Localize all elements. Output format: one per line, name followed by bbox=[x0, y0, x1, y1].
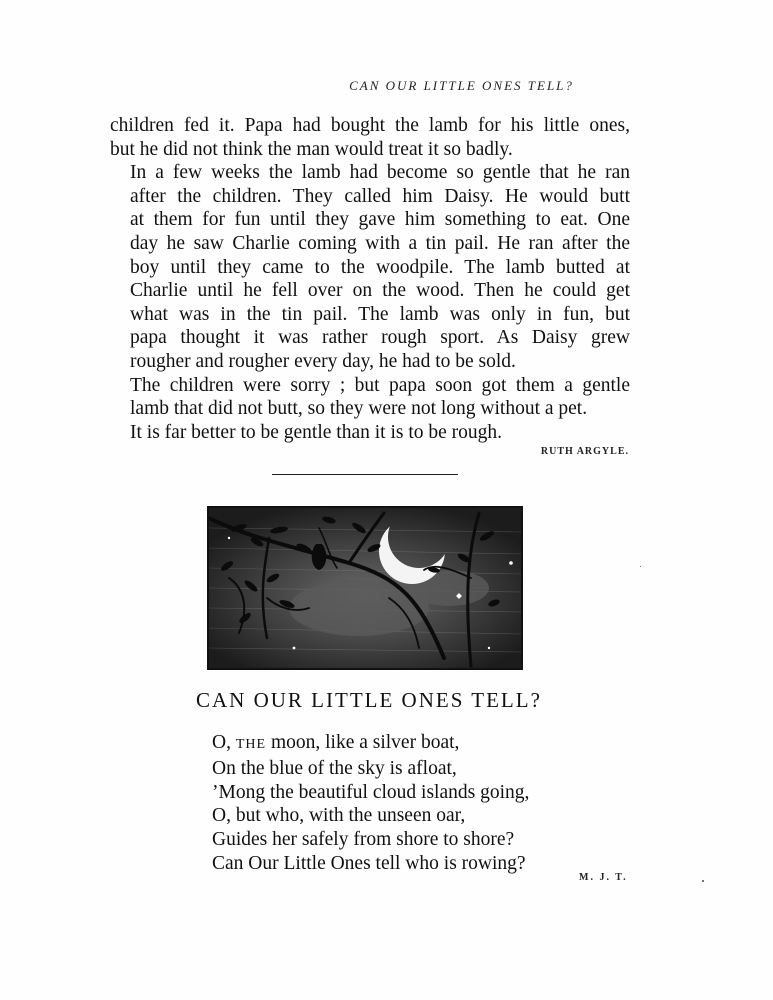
poem-line-1 bbox=[212, 731, 529, 757]
text-line: lamb that did not butt, so they were not long without a pet. bbox=[130, 398, 588, 420]
poem-line: ’Mong the beautiful cloud islands going, bbox=[212, 781, 530, 803]
text-line: In a few weeks the lamb had become so gentle that he ran bbox=[130, 162, 630, 184]
text-line: at them for fun until they gave him something to eat. One bbox=[130, 209, 630, 231]
section-divider bbox=[272, 474, 458, 475]
poem-line: O, but who, with the unseen oar, bbox=[212, 805, 466, 827]
poem-small-caps: THE bbox=[235, 737, 267, 752]
poem-attribution: M. J. T. bbox=[579, 872, 628, 883]
story-attribution: RUTH ARGYLE. bbox=[540, 446, 629, 457]
text-line: boy until they came to the woodpile. The lamb butted at bbox=[130, 256, 630, 278]
poem-title: CAN OUR LITTLE ONES TELL? bbox=[196, 688, 542, 712]
text-line: It is far better to be gentle than it is to be rough. bbox=[130, 421, 503, 443]
story-text bbox=[110, 114, 630, 444]
poem-body bbox=[212, 731, 529, 876]
text-line: day he saw Charlie coming with a tin pail. He ran after the bbox=[130, 232, 630, 254]
poem-first-word: O, bbox=[212, 732, 231, 753]
poem-line: Can Our Little Ones tell who is rowing? bbox=[212, 852, 526, 874]
poem-first-line-rest: moon, like a silver boat, bbox=[266, 732, 460, 753]
text-line: what was in the tin pail. The lamb was only in fun, but bbox=[130, 303, 630, 325]
text-line: Charlie until he fell over on the wood. Then he could get bbox=[130, 280, 630, 302]
moon-night-engraving-icon bbox=[207, 506, 523, 670]
text-line: papa thought it was rather rough sport. As Daisy grew bbox=[130, 327, 630, 349]
paragraph-3 bbox=[110, 374, 630, 421]
paragraph-4 bbox=[110, 421, 630, 445]
paper-speck bbox=[640, 566, 641, 567]
text-line: children fed it. Papa had bought the lamb for his little ones, bbox=[110, 115, 630, 136]
running-head: CAN OUR LITTLE ONES TELL? bbox=[349, 78, 574, 93]
paper-speck bbox=[702, 880, 704, 882]
paragraph-2 bbox=[110, 161, 630, 373]
poem-line: Guides her safely from shore to shore? bbox=[212, 829, 515, 851]
text-line: after the children. They called him Daisy. He would butt bbox=[130, 185, 630, 207]
text-line: The children were sorry ; but papa soon got them a gentle bbox=[130, 374, 630, 396]
text-line: rougher and rougher every day, he had to be sold. bbox=[130, 350, 516, 372]
paragraph-1 bbox=[110, 114, 630, 161]
poem-line: On the blue of the sky is afloat, bbox=[212, 757, 457, 779]
text-line: but he did not think the man would treat it so badly. bbox=[110, 138, 513, 160]
